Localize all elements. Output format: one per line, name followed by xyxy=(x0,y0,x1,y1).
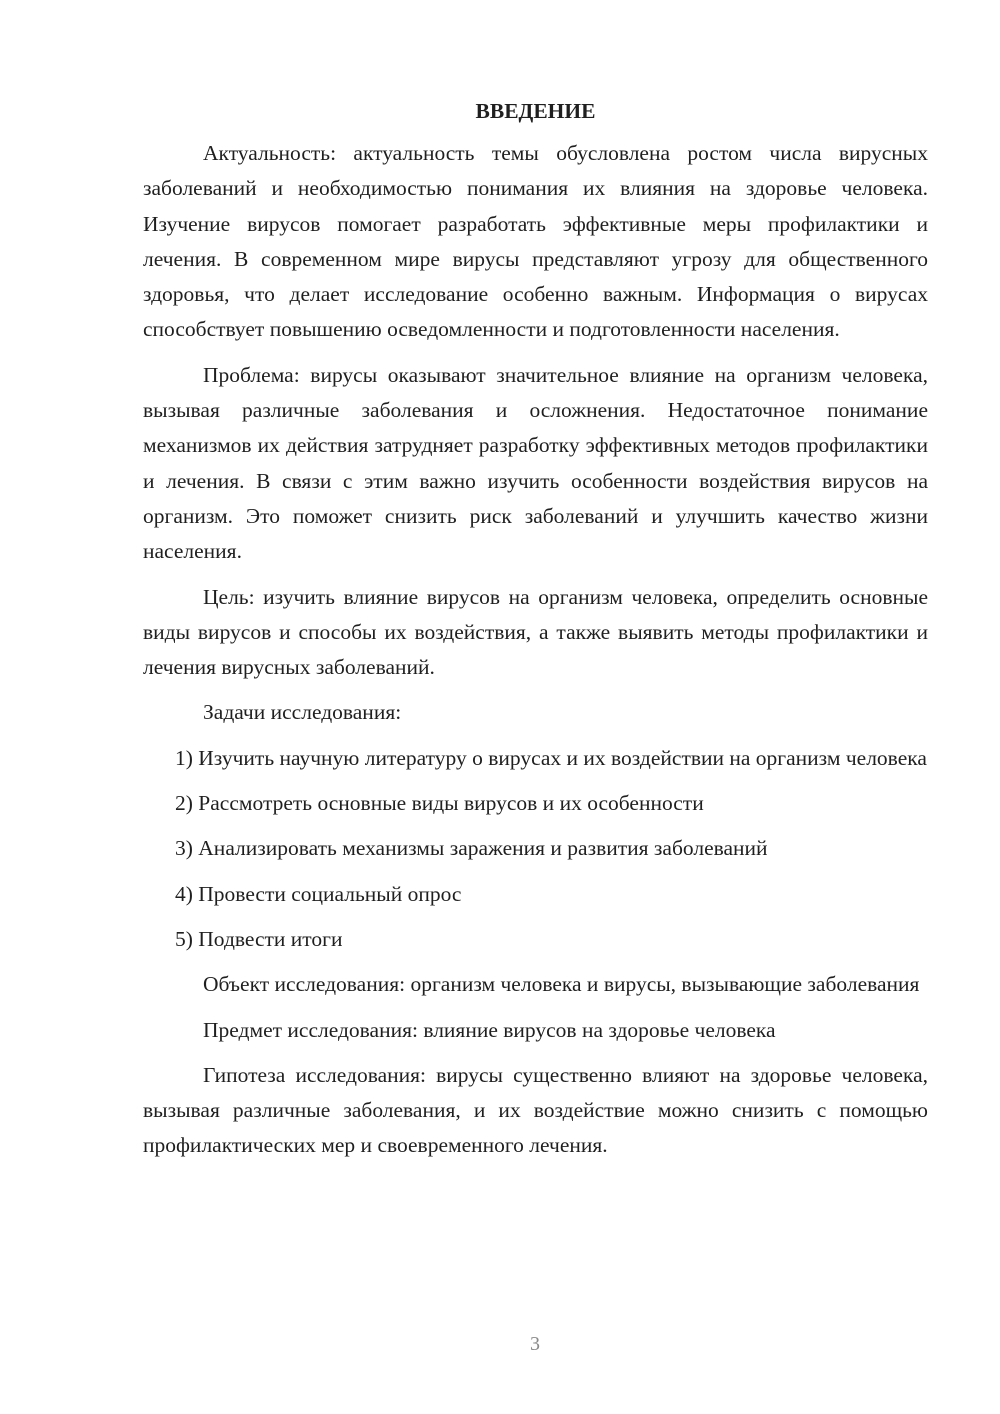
task-item-1: 1) Изучить научную литературу о вирусах и их воздействии на организм человека xyxy=(175,745,927,770)
task-item-3: 3) Анализировать механизмы заражения и развития заболеваний xyxy=(175,836,768,861)
paragraph-relevance: Актуальность: актуальность темы обусловлена ростом числа вирусных заболеваний и необходимостью понимания их влияния на здоровье человека. Изучение вирусов помогает разработать эффективные меры профилактики и лечения. В современном мире вирусы представляют угрозу для общественного здоровья, что делает исследование особенно важным. Информация о вирусах способствует повышению осведомленности и подготовленности населения. xyxy=(143,141,928,342)
task-item-2: 2) Рассмотреть основные виды вирусов и их особенности xyxy=(175,791,704,816)
task-item-5: 5) Подвести итоги xyxy=(175,926,343,951)
paragraph-object: Объект исследования: организм человека и вирусы, вызывающие заболевания xyxy=(203,972,920,997)
tasks-list xyxy=(143,741,928,957)
paragraph-subject: Предмет исследования: влияние вирусов на здоровье человека xyxy=(203,1017,776,1042)
paragraph-hypothesis: Гипотеза исследования: вирусы существенно влияют на здоровье человека, вызывая различные заболевания, и их воздействие можно снизить с помощью профилактических мер и своевременного лечения. xyxy=(143,1062,928,1158)
tasks-heading: Задачи исследования: xyxy=(203,700,402,725)
paragraph-problem: Проблема: вирусы оказывают значительное влияние на организм человека, вызывая различные заболевания и осложнения. Недостаточное понимание механизмов их действия затрудняет разработку эффективных методов профилактики и лечения. В связи с этим важно изучить особенности воздействия вирусов на организм. Это поможет снизить риск заболеваний и улучшить качество жизни населения. xyxy=(143,362,928,564)
page-content xyxy=(143,96,928,1174)
task-item-4: 4) Провести социальный опрос xyxy=(175,881,462,906)
paragraph-goal: Цель: изучить влияние вирусов на организм человека, определить основные виды вирусов и способы их воздействия, а также выявить методы профилактики и лечения вирусных заболеваний. xyxy=(143,584,928,680)
page-number: 3 xyxy=(530,1333,540,1355)
page-title: ВВЕДЕНИЕ xyxy=(475,99,596,123)
